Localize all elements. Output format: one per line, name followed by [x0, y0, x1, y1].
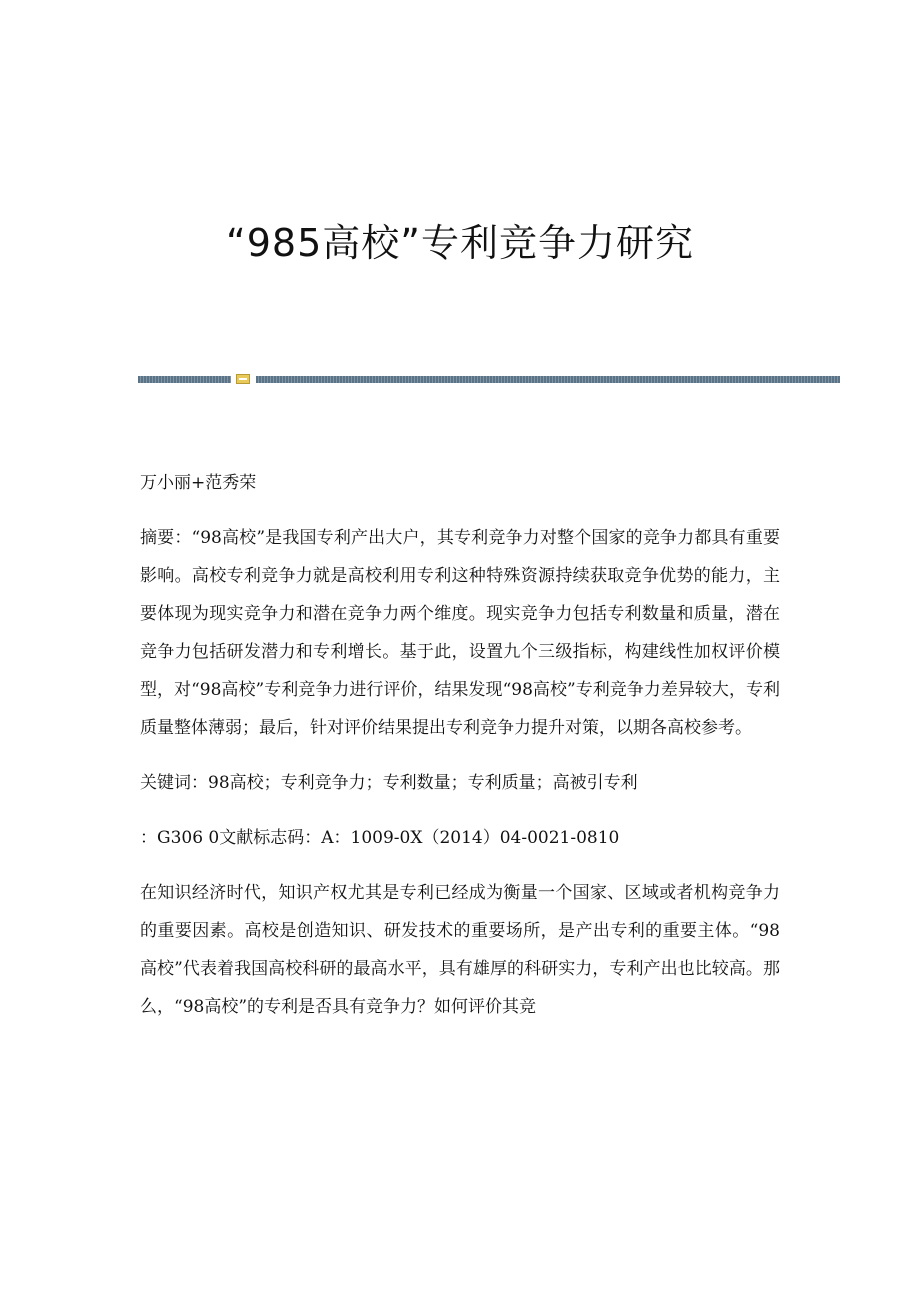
divider-left-segment [138, 376, 231, 383]
authors: 万小丽+范秀荣 [140, 473, 257, 493]
divider-right-segment [256, 376, 840, 383]
page-title: “985高校”专利竞争力研究 [226, 221, 694, 265]
abstract-paragraph: 摘要：“98高校”是我国专利产出大户，其专利竞争力对整个国家的竞争力都具有重要影响。高校专利竞争力就是高校利用专利这种特殊资源持续获取竞争优势的能力，主要体现为现实竞争力和潜在竞争力两个维度。现实竞争力包括专利数量和质量，潜在竞争力包括研发潜力和专利增长。基于此，设置九个三级指标，构建线性加权评价模型，对“98高校”专利竞争力进行评价，结果发现“98高校”专利竞争力差异较大，专利质量整体薄弱；最后，针对评价结果提出专利竞争力提升对策，以期各高校参考。 [140, 528, 780, 738]
classification-line: ：G306 0文献标志码：A：1009-0X（2014）04-0021-0810 [140, 828, 620, 848]
keywords-line: 关键词：98高校；专利竞争力；专利数量；专利质量；高被引专利 [140, 773, 638, 793]
article-content [140, 464, 780, 1043]
divider-ornament-icon [236, 374, 250, 384]
body-paragraph: 在知识经济时代，知识产权尤其是专利已经成为衡量一个国家、区域或者机构竞争力的重要因素。高校是创造知识、研发技术的重要场所，是产出专利的重要主体。“98高校”代表着我国高校科研的最高水平，具有雄厚的科研实力，专利产出也比较高。那么，“98高校”的专利是否具有竞争力？如何评价其竞 [140, 883, 780, 1017]
title-divider [138, 374, 840, 384]
